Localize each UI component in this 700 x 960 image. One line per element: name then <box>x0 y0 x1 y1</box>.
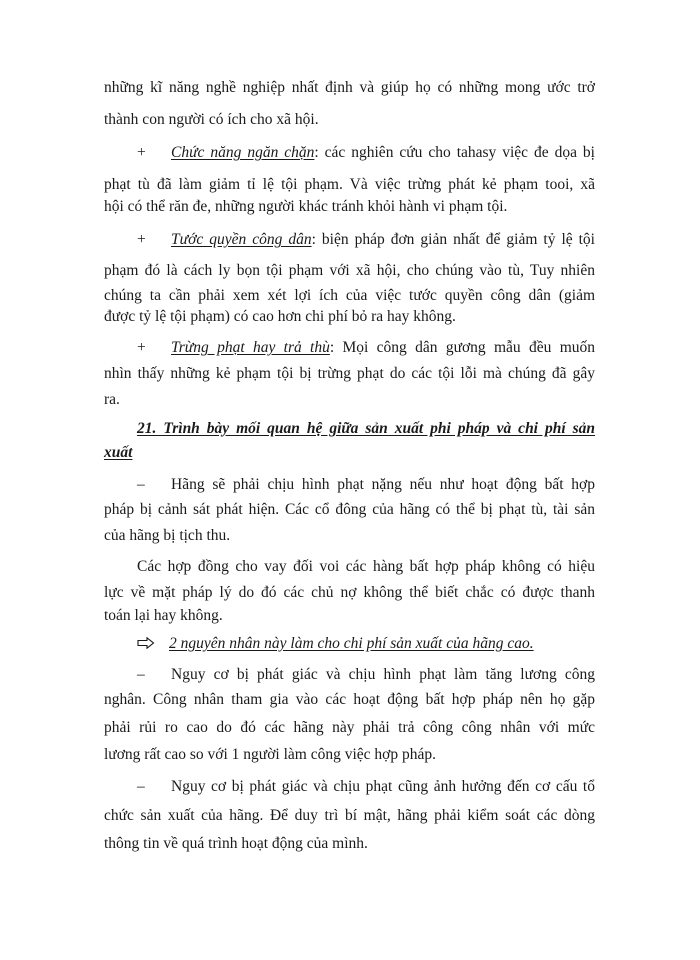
paragraph-line: chúng ta cần phải xem xét lợi ích của việc tước quyền công dân (giảm <box>104 287 595 304</box>
dash-marker: – <box>137 666 145 683</box>
paragraph-line: ra. <box>104 391 120 408</box>
paragraph-line: được tỷ lệ tội phạm) có cao hơn chi phí bỏ ra hay không. <box>104 308 456 325</box>
dash-text: Nguy cơ bị phát giác và chịu phạt cũng ảnh hưởng đến cơ cấu tổ <box>171 778 595 795</box>
bullet-plus-marker: + <box>137 339 146 356</box>
paragraph-line: chức sản xuất của hãng. Để duy trì bí mật, hãng phải kiểm soát các dòng <box>104 807 595 824</box>
dash-item <box>137 777 595 797</box>
paragraph-line: nhìn thấy những kẻ phạm tội bị trừng phạt do các tội lỗi mà chúng đã gây <box>104 365 595 382</box>
paragraph-line: những kĩ năng nghề nghiệp nhất định và giúp họ có những mong ước trở <box>104 79 595 96</box>
bullet-item-tuoc-quyen <box>137 230 595 250</box>
paragraph-line: toán lại hay không. <box>104 607 223 624</box>
paragraph-line: phải rủi ro cao do đó các hãng này phải trả công công nhân với mức <box>104 719 595 736</box>
right-arrow-icon <box>137 635 155 647</box>
paragraph-line: nghân. Công nhân tham gia vào các hoạt động bất hợp pháp nên họ gặp <box>104 691 595 708</box>
dash-item <box>137 665 595 685</box>
section-heading-continued: xuất <box>104 444 133 461</box>
bullet-item-trung-phat <box>137 338 595 358</box>
paragraph-line: thành con người có ích cho xã hội. <box>104 111 319 128</box>
bullet-plus-marker: + <box>137 144 146 161</box>
dash-text: Hãng sẽ phải chịu hình phạt nặng nếu như hoạt động bất hợp <box>171 476 595 493</box>
paragraph-line: lực về mặt pháp lý do đó các chủ nợ không thể biết chắc có được thanh <box>104 584 595 601</box>
bullet-plus-marker: + <box>137 231 146 248</box>
bullet-title: Trừng phạt hay trả thù <box>171 339 330 356</box>
paragraph-line: phạt tù đã làm giảm tỉ lệ tội phạm. Và việc trừng phát kẻ phạm tooi, xã <box>104 176 595 193</box>
paragraph-line: thông tin về quá trình hoạt động của mình. <box>104 835 368 852</box>
paragraph-first-line: Các hợp đồng cho vay đối voi các hàng bất hợp pháp không có hiệu <box>137 558 595 575</box>
arrow-conclusion-text: 2 nguyên nhân này làm cho chi phí sản xuất của hãng cao. <box>169 635 534 652</box>
section-heading: 21. Trình bày mối quan hệ giữa sản xuất phi pháp và chi phí sản <box>137 420 595 437</box>
paragraph-line: lương rất cao so với 1 người làm công việc hợp pháp. <box>104 746 436 763</box>
bullet-title: Chức năng ngăn chặn <box>171 144 315 161</box>
bullet-text: : biện pháp đơn giản nhất để giảm tỷ lệ tội <box>311 231 595 248</box>
bullet-item-ngan-chan <box>137 143 595 163</box>
paragraph-line: của hãng bị tịch thu. <box>104 527 231 544</box>
bullet-text: : các nghiên cứu cho tahasy việc đe dọa bị <box>314 144 595 161</box>
arrow-item <box>137 634 534 654</box>
dash-marker: – <box>137 778 145 795</box>
bullet-text: : Mọi công dân gương mẫu đều muốn <box>329 339 595 356</box>
paragraph-line: pháp bị cảnh sát phát hiện. Các cổ đông của hãng có thể bị phạt tù, tài sản <box>104 501 595 518</box>
paragraph-line: phạm đó là cách ly bọn tội phạm với xã hội, cho chúng vào tù, Tuy nhiên <box>104 262 595 279</box>
bullet-title: Tước quyền công dân <box>171 231 312 248</box>
dash-text: Nguy cơ bị phát giác và chịu hình phạt làm tăng lương công <box>171 666 595 683</box>
paragraph-line: hội có thể răn đe, những người khác tránh khỏi hành vi phạm tội. <box>104 198 508 215</box>
dash-marker: – <box>137 476 145 493</box>
dash-item <box>137 475 595 495</box>
